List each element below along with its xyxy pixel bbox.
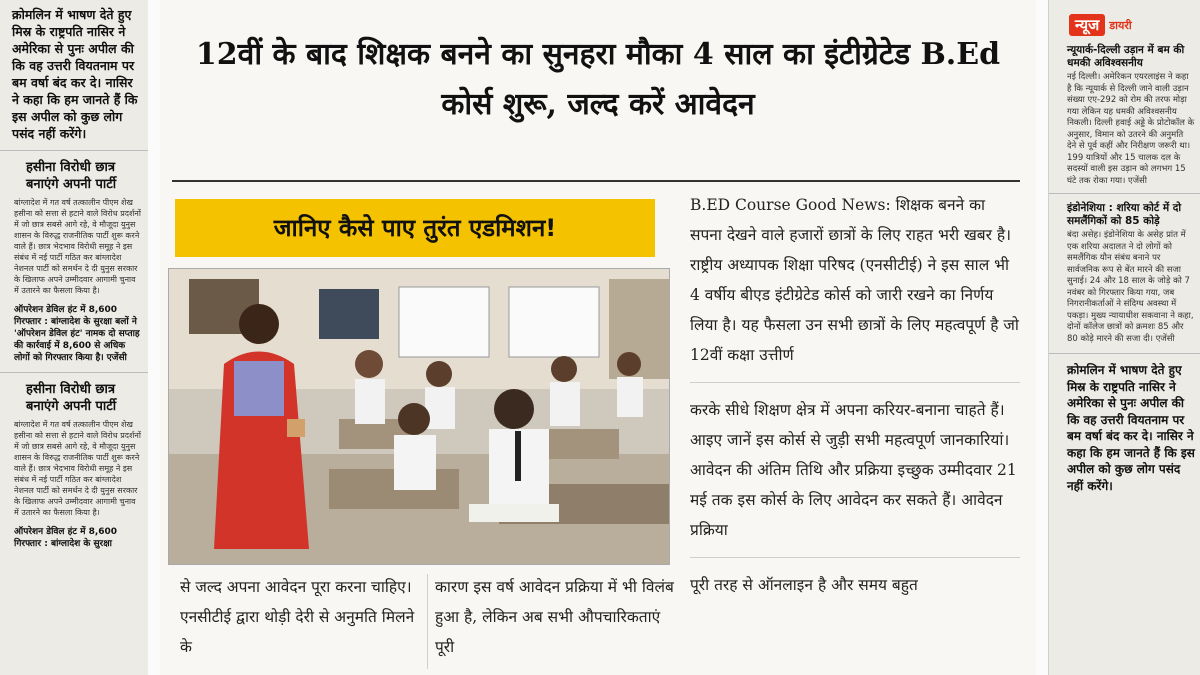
left-story1-kicker: ऑपरेशन डेविल हंट में 8,600 गिरफ्तार : बांग्लादेश के सुरक्षा बलों ने 'ऑपरेशन डेविल हंट' नामक दो सप्ताह की कार्रवाई में 8,600 से अधिक लोगों को गिरफ्तार किया है। एजेंसी	[14, 305, 140, 363]
banner-text: जानिए कैसे पाए तुरंत एडमिशन!	[273, 214, 557, 242]
admission-banner	[175, 199, 655, 257]
left-story2-body: बांग्लादेश में गत वर्ष तत्कालीन पीएम शेख हसीना को सत्ता से हटाने वाले विरोध प्रदर्शनों में जो छात्र सबसे आगे रहे, वे मौजूदा युनुस शासन के विरुद्ध राजनीतिक पार्टी शुरू करने वाले हैं। छात्र भेदभाव विरोधी समूह ने इस संबंध में नई पार्टी गठित कर बांग्लादेश नेशनल पार्टी को समर्थन दे दी युनुस सरकार के खिलाफ अपने उम्मीदवार आगामी चुनाव में उतारने का फैसला किया है।	[14, 420, 141, 517]
article-bottom-col-1: से जल्द अपना आवेदन पूरा करना चाहिए। एनसीटीई द्वारा थोड़ी देरी से अनुमति मिलने के	[180, 578, 415, 656]
right-story3: क्रोमलिन में भाषण देते हुए मिस्र के राष्ट्रपति नासिर ने अमेरिका से पुनः अपील की कि वह उत्तरी वियतनाम पर बम वर्षा बंद कर दे। नासिर ने कहा कि हम जानते हैं कि इस अपील को कुछ लोग पसंद नहीं करेंगे।	[1049, 353, 1200, 494]
classroom-photo	[168, 268, 670, 565]
masthead-main: न्यूज	[1069, 14, 1105, 36]
left-story1-headline: हसीना विरोधी छात्र बनाएंगे अपनी पार्टी	[0, 150, 148, 193]
left-story2-headline: हसीना विरोधी छात्र बनाएंगे अपनी पार्टी	[0, 372, 148, 415]
article-bottom-col-2: कारण इस वर्ष आवेदन प्रक्रिया में भी विलंब हुआ है, लेकिन अब सभी औपचारिकताएं पूरी	[435, 578, 674, 656]
article-para-1: B.ED Course Good News: शिक्षक बनने का सपना देखने वाले हजारों छात्रों के लिए राहत भरी खबर है। राष्ट्रीय अध्यापक शिक्षा परिषद (एनसीटीई) ने इस साल भी 4 वर्षीय बीएड इंटीग्रेटेड कोर्स को जारी रखने का निर्णय लिया है। यह फैसला उन सभी छात्रों के लिए महत्वपूर्ण है जो 12वीं कक्षा उत्तीर्ण	[690, 196, 1019, 364]
right-story2-body: बंदा असेह। इंडोनेशिया के असेह प्रांत में एक शरिया अदालत ने दो लोगों को समलैंगिक यौन संबंध बनाने पर सार्वजनिक रूप से बेंत मारने की सजा सुनाई। 24 और 18 साल के जोड़े को 7 नवंबर को गिरफ्तार किया गया, जब निगरानीकर्ताओं ने संदिग्ध अवस्था में पकड़ा। मुख्य न्यायाधीश सकवाना ने कहा, दोनों कॉलेज छात्रों को क्रमशः 85 और 80 कोड़े मारने की सजा दी। एजेंसी	[1067, 230, 1194, 344]
left-story1-body: बांग्लादेश में गत वर्ष तत्कालीन पीएम शेख हसीना को सत्ता से हटाने वाले विरोध प्रदर्शनों में जो छात्र सबसे आगे रहे, वे मौजूदा युनुस शासन के विरुद्ध राजनीतिक पार्टी शुरू करने वाले हैं। छात्र भेदभाव विरोधी समूह ने इस संबंध में नई पार्टी गठित कर बांग्लादेश नेशनल पार्टी को समर्थन दे दी युनुस सरकार के खिलाफ अपने उम्मीदवार आगामी चुनाव में उतारने का फैसला किया है।	[14, 198, 141, 295]
para-divider-2	[690, 557, 1020, 558]
right-story2-headline: इंडोनेशिया : शरिया कोर्ट में दो समलैंगिकों को 85 कोड़े	[1049, 193, 1200, 228]
headline-divider	[172, 180, 1020, 182]
classroom-photo-image	[169, 269, 669, 564]
left-gutter	[148, 0, 160, 675]
column-divider	[427, 574, 428, 669]
left-story2-kicker: ऑपरेशन डेविल हंट में 8,600 गिरफ्तार : बांग्लादेश के सुरक्षा	[14, 527, 118, 549]
article-para-2: करके सीधे शिक्षण क्षेत्र में अपना करियर-बनाना चाहते हैं। आइए जानें इस कोर्स से जुड़ी सभी महत्वपूर्ण जानकारियां। आवेदन की अंतिम तिथि और प्रक्रिया इच्छुक उम्मीदवार 21 मई तक इस कोर्स के लिए आवेदन कर सकते हैं। आवेदन प्रक्रिया	[690, 401, 1017, 539]
left-news-column	[0, 0, 149, 675]
right-story1-body: नई दिल्ली। अमेरिकन एयरलाइंस ने कहा है कि न्यूयार्क से दिल्ली जाने वाली उड़ान संख्या एए-292 को रोम की तरफ मोड़ा गया लेकिन यह धमकी अविश्वसनीय निकली। दिल्ली हवाई अड्डे के प्रोटोकॉल के अनुसार, विमान को उतरने की अनुमति देने से पूर्व कहीं और निरीक्षण जरूरी था। 199 यात्रियों और 15 चालक दल के सदस्यों वाली इस उड़ान को लगभग 15 घंटे तक रोका गया। एजेंसी	[1067, 72, 1195, 186]
article-headline: 12वीं के बाद शिक्षक बनने का सुनहरा मौका 4 साल का इंटीग्रेटेड B.Ed कोर्स शुरू, जल्द करें आवेदन	[195, 37, 1001, 122]
para-divider-1	[690, 382, 1020, 383]
right-gutter	[1036, 0, 1048, 675]
right-story1-headline: न्यूयार्क-दिल्ली उड़ान में बम की धमकी अविश्वसनीय	[1067, 44, 1185, 69]
article-para-3: पूरी तरह से ऑनलाइन है और समय बहुत	[690, 576, 918, 594]
right-news-column	[1048, 0, 1200, 675]
masthead-sub: डायरी	[1109, 18, 1132, 32]
article-right-column	[690, 190, 1020, 600]
left-lead-story: क्रोमलिन में भाषण देते हुए मिस्र के राष्ट्रपति नासिर ने अमेरिका से पुनः अपील की कि वह उत्तरी वियतनाम पर बम वर्षा बंद कर दे। नासिर ने कहा कि हम जानते हैं कि इस अपील को कुछ लोग पसंद नहीं करेंगे।	[12, 7, 138, 141]
news-diary-masthead	[1069, 14, 1200, 36]
